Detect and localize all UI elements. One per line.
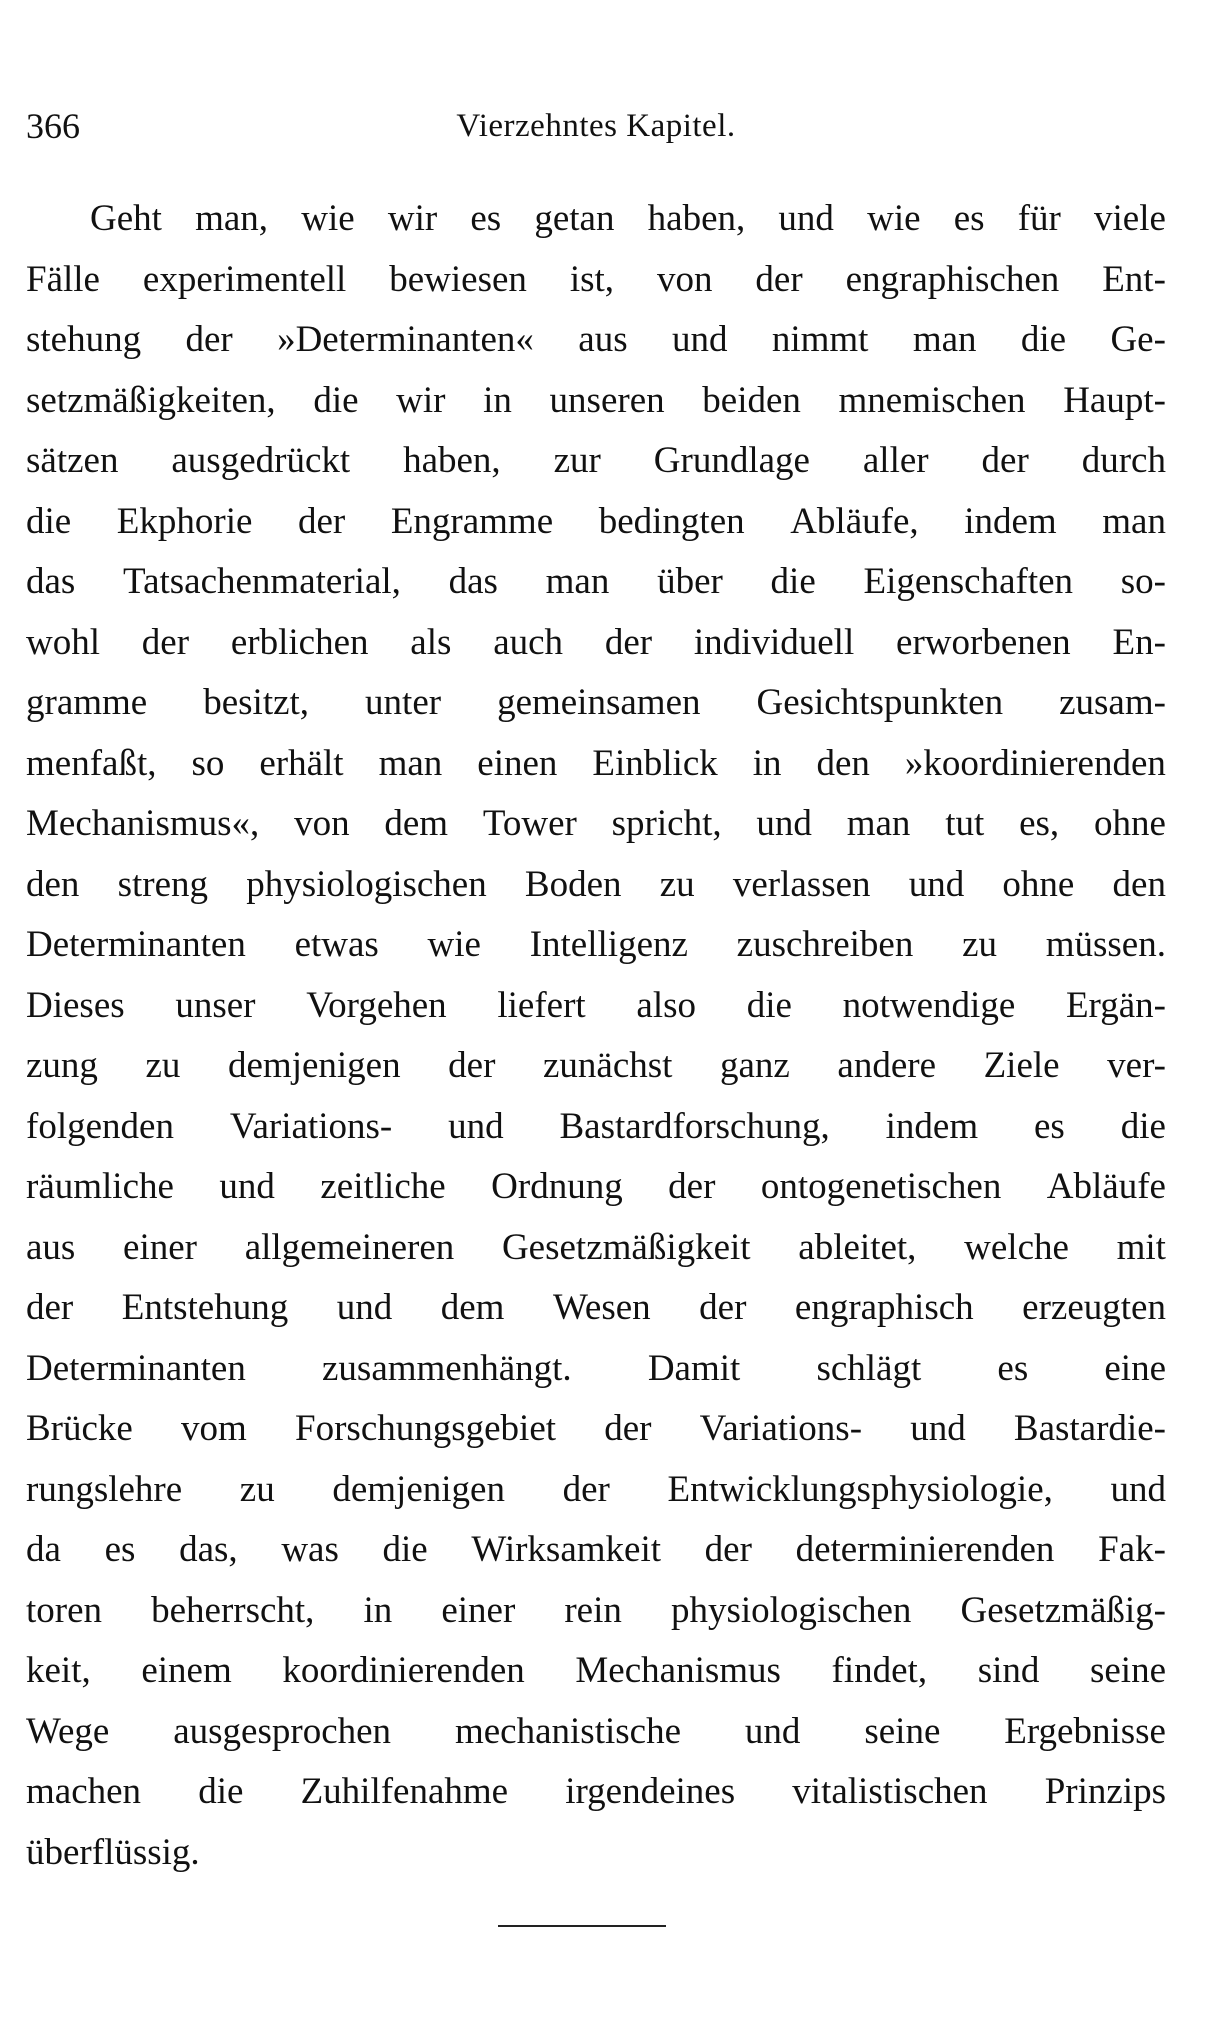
text-line: aus einer allgemeineren Gesetzmäßigkeit ableitet, welche mit <box>26 1226 1166 1268</box>
text-line: wohl der erblichen als auch der individuell erworbenen En- <box>26 621 1166 663</box>
text-line: Geht man, wie wir es getan haben, und wie es für viele <box>90 198 1166 239</box>
text-line: Determinanten zusammenhängt. Damit schlägt es eine <box>26 1347 1166 1389</box>
text-line: der Entstehung und dem Wesen der engraphisch erzeugten <box>26 1287 1166 1328</box>
end-rule <box>498 1925 666 1927</box>
text-line: setzmäßigkeiten, die wir in unseren beiden mnemischen Haupt- <box>26 379 1166 421</box>
text-line: rungslehre zu demjenigen der Entwicklungsphysiologie, und <box>26 1468 1166 1510</box>
text-line: überflüssig. <box>26 1831 200 1873</box>
text-line: Fälle experimentell bewiesen ist, von der engraphischen Ent- <box>26 258 1166 300</box>
page-header <box>26 100 1166 152</box>
text-line: Dieses unser Vorgehen liefert also die notwendige Ergän- <box>26 984 1166 1026</box>
text-line: sätzen ausgedrückt haben, zur Grundlage aller der durch <box>26 440 1166 481</box>
page-number: 366 <box>26 106 80 146</box>
text-line: Brücke vom Forschungsgebiet der Variations- und Bastardie- <box>26 1408 1166 1449</box>
body-paragraph <box>26 189 1166 1883</box>
text-line: gramme besitzt, unter gemeinsamen Gesichtspunkten zusam- <box>26 682 1166 723</box>
text-line: menfaßt, so erhält man einen Einblick in den »koordinierenden <box>26 742 1166 784</box>
text-line: folgenden Variations- und Bastardforschung, indem es die <box>26 1105 1166 1147</box>
text-line: stehung der »Determinanten« aus und nimmt man die Ge- <box>26 319 1166 360</box>
text-line: da es das, was die Wirksamkeit der determinierenden Fak- <box>26 1529 1166 1570</box>
text-line: das Tatsachenmaterial, das man über die Eigenschaften so- <box>26 561 1166 602</box>
text-line: die Ekphorie der Engramme bedingten Abläufe, indem man <box>26 500 1166 542</box>
text-line: Mechanismus«, von dem Tower spricht, und man tut es, ohne <box>26 803 1166 844</box>
text-line: machen die Zuhilfenahme irgendeines vitalistischen Prinzips <box>26 1771 1166 1812</box>
text-line: den streng physiologischen Boden zu verlassen und ohne den <box>26 863 1166 905</box>
text-line: räumliche und zeitliche Ordnung der ontogenetischen Abläufe <box>26 1166 1166 1207</box>
text-line: keit, einem koordinierenden Mechanismus findet, sind seine <box>26 1650 1166 1691</box>
text-line: Determinanten etwas wie Intelligenz zuschreiben zu müssen. <box>26 924 1166 965</box>
text-line: Wege ausgesprochen mechanistische und seine Ergebnisse <box>26 1710 1166 1752</box>
text-line: zung zu demjenigen der zunächst ganz andere Ziele ver- <box>26 1045 1166 1086</box>
running-title: Vierzehntes Kapitel. <box>456 108 736 144</box>
text-line: toren beherrscht, in einer rein physiologischen Gesetzmäßig- <box>26 1589 1166 1631</box>
